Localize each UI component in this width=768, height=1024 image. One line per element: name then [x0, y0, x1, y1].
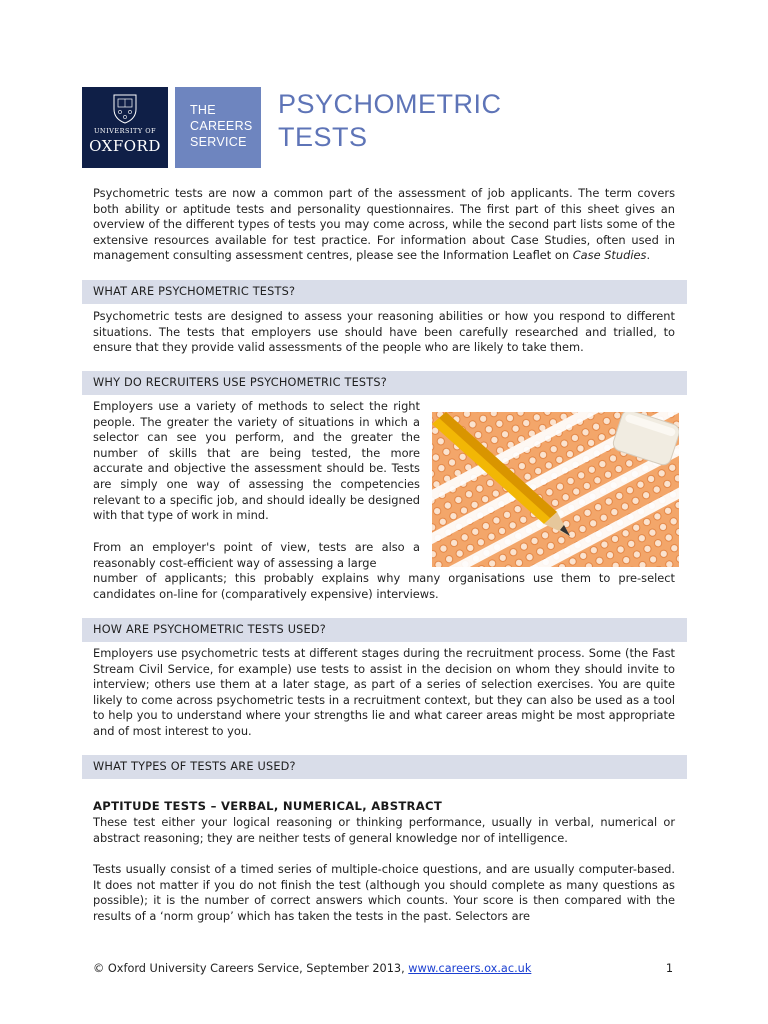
section4-paragraph-2: Tests usually consist of a timed series of multiple-choice questions, and are usually computer-based. It does not matter if you do not finish the test (although you should complete as many questions as possible); it is the number of correct answers which counts. Your score is then compared with the results of a ‘norm group’ which has taken the tests in the past. Selectors are	[93, 862, 675, 923]
footer-website-link[interactable]: www.careers.ox.ac.uk	[408, 962, 532, 975]
title-line-2: TESTS	[278, 122, 368, 152]
section-heading-how-used: HOW ARE PSYCHOMETRIC TESTS USED?	[82, 618, 687, 642]
intro-paragraph	[93, 186, 675, 264]
careers-service-logo	[175, 87, 261, 168]
footer-text: © Oxford University Careers Service, September 2013,	[93, 962, 409, 975]
page-title	[278, 88, 502, 154]
section2-paragraph-2a: From an employer's point of view, tests are also a reasonably cost-efficient way of assessing a large	[93, 540, 420, 570]
oxford-logo	[82, 87, 168, 168]
section-heading-what-are: WHAT ARE PSYCHOMETRIC TESTS?	[82, 280, 687, 304]
careers-logo-line3: SERVICE	[190, 135, 247, 149]
section4-paragraph-1: These test either your logical reasoning or thinking performance, usually in verbal, numerical or abstract reasoning; they are neither tests of general knowledge nor of intelligence.	[93, 815, 675, 845]
pencil-answer-sheet-image	[432, 412, 679, 567]
section-heading-types: WHAT TYPES OF TESTS ARE USED?	[82, 755, 687, 779]
intro-text: Psychometric tests are now a common part of the assessment of job applicants. The term covers both ability or aptitude tests and personality questionnaires. The first part of this sheet gives an overview of the different types of tests you may come across, while the second part lists some of the extensive resources available for test practice. For information about Case Studies, often used in management consulting assessment centres, please see the Information Leaflet on	[93, 186, 675, 263]
section3-paragraph: Employers use psychometric tests at different stages during the recruitment process. Some (the Fast Stream Civil Service, for example) use tests to assist in the decision on whom they should invite to interview; others use them at a later stage, as part of a series of selection exercises. You are quite likely to come across psychometric tests in a recruitment context, but they can also be used as a tool to help you to understand where your strengths lie and what career areas might be most appropriate and of most interest to you.	[93, 646, 675, 738]
section2-paragraph-2b: number of applicants; this probably explains why many organisations use them to pre-select candidates on-line for (comparatively expensive) interviews.	[93, 571, 675, 601]
title-line-1: PSYCHOMETRIC	[278, 89, 502, 119]
page-footer	[93, 962, 673, 975]
section2-paragraph-1: Employers use a variety of methods to select the right people. The greater the variety of situations in which a selector can see you perform, and the greater the number of skills that are being tested, the more accurate and objective the assessment should be. Tests are simply one way of assessing the competencies relevant to a specific job, and should ideally be designed with that type of work in mind.	[93, 399, 420, 523]
section1-paragraph: Psychometric tests are designed to assess your reasoning abilities or how you respond to different situations. The tests that employers use should have been carefully researched and trialled, to ensure that they provide valid assessments of the people who are likely to take them.	[93, 309, 675, 355]
careers-logo-line1: THE	[190, 103, 216, 117]
oxford-crest-icon	[110, 92, 140, 124]
intro-end: .	[646, 248, 651, 263]
section-heading-why-use: WHY DO RECRUITERS USE PSYCHOMETRIC TESTS?	[82, 371, 687, 395]
case-studies-link[interactable]: Case Studies	[572, 248, 647, 263]
logo-university-text: UNIVERSITY OF	[93, 127, 157, 135]
page-number: 1	[665, 962, 673, 975]
careers-logo-line2: CAREERS	[190, 119, 253, 133]
logo-oxford-text: OXFORD	[89, 137, 161, 155]
aptitude-tests-subheading: APTITUDE TESTS – VERBAL, NUMERICAL, ABSTRACT	[93, 799, 443, 813]
